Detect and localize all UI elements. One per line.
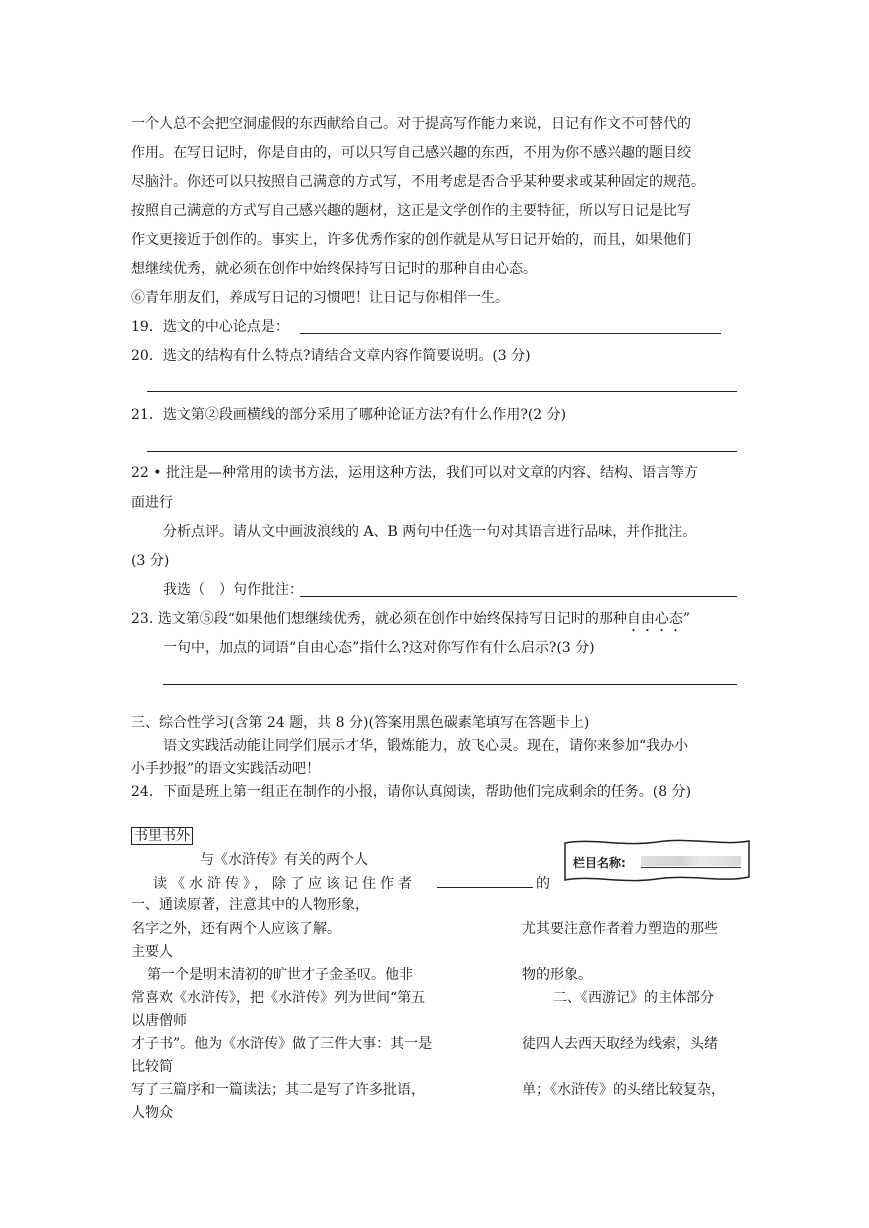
tips-line-3: 物的形象。 — [522, 967, 592, 983]
tips-line-4a: 二、《西游记》的主体部分 — [553, 990, 714, 1006]
question-23-text: 23. 选文第⑤段“如果他们想继续优秀，就必须在创作中始终保持写日记时的那种 — [131, 611, 627, 627]
tips-line-5a: 徒四人去西天取经为线索，头绪 — [522, 1036, 718, 1052]
passage-line-1: 一个人总不会把空洞虚假的东西献给自己。对于提高写作能力来说，日记有作文不可替代的 — [131, 116, 691, 132]
tips-line-2b: 主要人 — [131, 944, 173, 960]
question-24: 24．下面是班上第一组正在制作的小报，请你认真阅读，帮助他们完成剩余的任务。(8 分) — [131, 784, 692, 800]
question-22-answer-prompt: 我选（ ）句作批注： — [163, 582, 303, 598]
column-name-label: 栏目名称: — [573, 856, 626, 870]
article-line-1-text: 读《水浒传》，除了应该记住作者 — [153, 876, 416, 892]
question-22-line-1: 22 • 批注是—种常用的读书方法，运用这种方法，我们可以对文章的内容、结构、语言等方 — [131, 465, 698, 481]
column-name-blank[interactable] — [641, 867, 741, 868]
question-23-line-2: 一句中，加点的词语“自由心态”指什么?这对你写作有什么启示?(3 分) — [163, 640, 595, 656]
box-title-text: 书里书外 — [131, 827, 193, 845]
passage-line-5: 作文更接近于创作的。事实上，许多优秀作家的创作就是从写日记开始的，而且，如果他们 — [131, 232, 691, 248]
article-line-3: 第一个是明末清初的旷世才子金圣叹。他非 — [147, 967, 413, 983]
tips-line-4b: 以唐僧师 — [131, 1013, 187, 1029]
author-blank[interactable] — [437, 887, 533, 888]
article-line-6: 写了三篇序和一篇读法；其二是写了许多批语， — [131, 1082, 425, 1098]
tips-line-6a: 单；《水浒传》的头绪比较复杂， — [522, 1082, 725, 1098]
question-22-line-4: (3 分) — [131, 553, 170, 569]
article-line-2: 名字之外，还有两个人应该了解。 — [131, 921, 341, 937]
article-line-1 — [153, 875, 416, 893]
question-22-line-3: 分析点评。请从文中画波浪线的 A、B 两句中任选一句对其语言进行品味，并作批注。 — [163, 524, 697, 540]
q19-answer-line[interactable] — [300, 333, 721, 334]
article-line-1-end: 的 — [536, 876, 550, 892]
passage-line-6: 想继续优秀，就必须在创作中始终保持写日记时的那种自由心态。 — [131, 261, 537, 277]
passage-paragraph-6: ⑥青年朋友们，养成写日记的习惯吧！让日记与你相伴一生。 — [131, 290, 509, 306]
tips-line-5b: 比较简 — [131, 1059, 173, 1075]
closing-quote: ” — [682, 611, 691, 627]
article-line-5: 才子书”。他为《水浒传》做了三件大事：其一是 — [131, 1036, 433, 1052]
section-3-intro-line-2: 小手抄报”的语文实践活动吧！ — [131, 761, 321, 777]
article-title: 与《水浒传》有关的两个人 — [200, 852, 368, 868]
q23-answer-line[interactable] — [163, 684, 737, 685]
tips-line-2a: 尤其要注意作者着力塑造的那些 — [522, 921, 718, 937]
passage-line-4: 按照自己满意的方式写自己感兴趣的题材，这正是文学创作的主要特征，所以写日记是比写 — [131, 203, 691, 219]
passage-line-2: 作用。在写日记时，你是自由的，可以只写自己感兴趣的东西，不用为你不感兴趣的题目绞 — [131, 145, 691, 161]
tips-line-1: 一、通读原著，注意其中的人物形象， — [131, 897, 369, 913]
dotted-words: 自由心态 — [626, 611, 683, 627]
section-3-intro-line-1: 语文实践活动能让同学们展示才华，锻炼能力，放飞心灵。现在，请你来参加“我办小 — [163, 738, 689, 754]
column-name-smudge — [641, 856, 741, 866]
q22-answer-line[interactable] — [300, 596, 737, 597]
section-3-heading: 三、综合性学习(含第 24 题，共 8 分)(答案用黑色碳素笔填写在答题卡上) — [131, 715, 590, 731]
q21-answer-line[interactable] — [147, 451, 737, 452]
column-name-box — [563, 837, 751, 885]
question-23-line-1 — [131, 610, 690, 635]
question-22-line-2: 面进行 — [131, 495, 173, 511]
q20-answer-line[interactable] — [147, 391, 737, 392]
question-21: 21．选文第②段画横线的部分采用了哪种论证方法?有什么作用?(2 分) — [131, 407, 567, 423]
article-line-4: 常喜欢《水浒传》，把《水浒传》列为世间“第五 — [131, 990, 426, 1006]
question-19: 19．选文的中心论点是： — [131, 319, 289, 335]
question-20: 20．选文的结构有什么特点?请结合文章内容作简要说明。(3 分) — [131, 348, 531, 364]
newspaper-box-title — [131, 827, 193, 845]
tips-line-6b: 人物众 — [131, 1105, 173, 1121]
passage-line-3: 尽脑汁。你还可以只按照自己满意的方式写，不用考虑是否合乎某种要求或某种固定的规范。 — [131, 174, 705, 190]
